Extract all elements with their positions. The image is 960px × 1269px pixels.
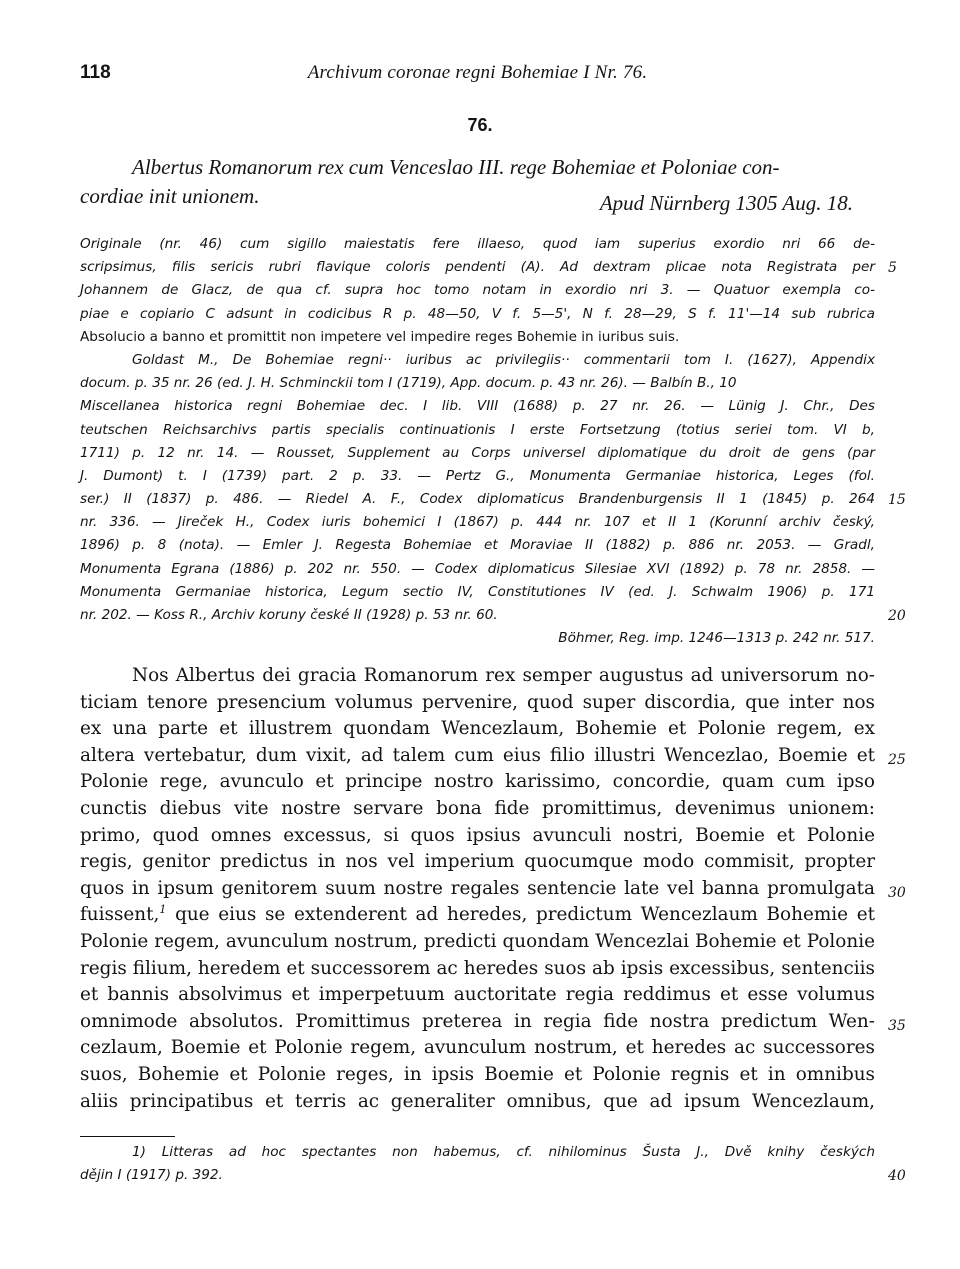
charter-text xyxy=(80,663,906,1115)
margin-line-number: 25 xyxy=(888,751,906,768)
apparatus-line xyxy=(80,256,897,279)
regest-line-text: cordiae init unionem. xyxy=(80,184,260,208)
margin-line-number: 30 xyxy=(888,884,906,901)
text-line-content: omnimode absolutos. Promittimus preterea in regia fide nostra predictum Wen- xyxy=(80,1010,875,1032)
text-line: Polonie rege, avunculo et principe nostro karissimo, concordie, quam cum ipso xyxy=(80,771,875,793)
apparatus-line: Goldast M., De Bohemiae regni·· iuribus ac privilegiis·· commentarii tom I. (1627), Appendix xyxy=(132,351,875,368)
text-line: ticiam tenore presencium volumus pervenire, quod super discordia, que inter nos xyxy=(80,691,875,713)
text-line-content xyxy=(80,904,875,925)
margin-line-number: 40 xyxy=(888,1168,906,1185)
text-line-content: quos in ipsum genitorem suum nostre regales sentencie late vel banna promulgata xyxy=(80,877,875,899)
text-line: cezlaum, Boemie et Polonie regem, avunculum nostrum, et heredes ac successores xyxy=(80,1037,875,1059)
margin-line-number: 15 xyxy=(888,492,906,509)
apparatus-line-text: nr. 202. — Koss R., Archiv koruny české II (1928) p. 53 nr. 60. xyxy=(80,607,498,623)
text-line: suos, Bohemie et Polonie reges, in ipsis Boemie et Polonie regnis et in omnibus xyxy=(80,1063,875,1085)
regest xyxy=(80,153,875,215)
critical-apparatus xyxy=(80,233,906,650)
text-line xyxy=(80,1009,906,1036)
apparatus-line: docum. p. 35 nr. 26 (ed. J. H. Schminckii tom I (1719), App. docum. p. 43 nr. 26). — Balbín B., 10 xyxy=(80,375,737,392)
apparatus-line: Originale (nr. 46) cum sigillo maiestatis fere illaeso, quod iam superius exordio nri 66 de- xyxy=(80,236,875,252)
apparatus-line: nr. 336. — Jireček H., Codex iuris bohemici I (1867) p. 444 nr. 107 et II 1 (Korunní archiv český, xyxy=(80,514,875,531)
apparatus-line: J. Dumont) t. I (1739) part. 2 p. 33. — Pertz G., Monumenta Germaniae historica, Leges (fol. xyxy=(80,467,875,484)
apparatus-line: Monumenta Germaniae historica, Legum sectio IV, Constitutiones IV (ed. J. Schwalm 1906) p. 171 xyxy=(80,583,875,600)
text-line: Polonie regem, avunculum nostrum, predicti quondam Wencezlai Bohemie et Polonie xyxy=(80,930,875,952)
text-line: primo, quod omnes excessus, si quos ipsius avunculi nostri, Boemie et Polonie xyxy=(80,824,875,846)
apparatus-line: 1896) p. 8 (nota). — Emler J. Regesta Bohemiae et Moraviae II (1882) p. 886 nr. 2053. — Gradl, xyxy=(80,537,875,554)
text-line xyxy=(80,743,906,770)
apparatus-line xyxy=(80,604,906,627)
date-place: Apud Nürnberg 1305 Aug. 18. xyxy=(599,191,853,215)
footnote-marker: 1 xyxy=(159,903,167,917)
text-line: cunctis diebus vite nostre servare bona fide promittimus, devenimus unionem: xyxy=(80,797,875,819)
apparatus-line-text: scripsimus, filis sericis rubri flavique coloris pendenti (A). Ad dextram plicae nota Registrata per xyxy=(80,259,875,276)
text-line: et bannis absolvimus et imperpetuum auctoritate regia reddimus et esse volumus xyxy=(80,984,875,1006)
text-line: regis filium, heredem et successorem ac heredes suos ab ipsis excessibus, sentenciis xyxy=(80,957,875,979)
margin-line-number: 35 xyxy=(888,1017,906,1034)
text-fragment: que eius se extenderent ad heredes, predictum Wencezlaum Bohemie et xyxy=(175,904,876,926)
apparatus-line xyxy=(80,488,906,511)
page-number: 118 xyxy=(80,62,111,83)
text-line: Nos Albertus dei gracia Romanorum rex semper augustus ad universorum no- xyxy=(132,665,875,686)
apparatus-line: piae e copiario C adsunt in codicibus R p. 48—50, V f. 5—5', N f. 28—29, S f. 11'—14 sub rubrica xyxy=(80,305,875,322)
regest-line xyxy=(80,182,875,215)
running-title: Archivum coronae regni Bohemiae I Nr. 76. xyxy=(307,62,648,83)
running-head xyxy=(80,62,875,88)
footnote-line-text: dějin I (1917) p. 392. xyxy=(80,1167,223,1184)
text-line-content: altera vertebatur, dum vixit, ad talem cum eius filio illustri Wencezlao, Boemie et xyxy=(80,744,875,766)
bohmer-citation: Böhmer, Reg. imp. 1246—1313 p. 242 nr. 517. xyxy=(558,630,875,647)
apparatus-line-text: ser.) II (1837) p. 486. — Riedel A. F., Codex diplomaticus Brandenburgensis II 1 (1845) p. 264 xyxy=(80,491,875,508)
document-number: 76. xyxy=(467,115,493,135)
apparatus-line: Johannem de Glacz, de qua cf. supra hoc tomo notam in exordio nri 3. — Quatuor exempla co- xyxy=(80,282,875,299)
margin-line-number: 20 xyxy=(888,608,906,624)
footnotes xyxy=(80,1141,906,1187)
text-line: regis, genitor predictus in nos vel imperium quocumque modo commisit, propter xyxy=(80,851,875,873)
footnote-line: 1) Litteras ad hoc spectantes non habemus, cf. nihilominus Šusta J., Dvě knihy českých xyxy=(132,1144,875,1160)
text-line xyxy=(80,876,906,903)
margin-line-number: 5 xyxy=(888,260,897,277)
footnote-rule xyxy=(80,1136,175,1137)
apparatus-line: Monumenta Egrana (1886) p. 202 nr. 550. — Codex diplomaticus Silesiae XVI (1892) p. 78 nr. 2858. — xyxy=(80,560,875,577)
regest-line: Albertus Romanorum rex cum Venceslao III. rege Bohemiae et Poloniae con- xyxy=(132,155,780,179)
apparatus-line: teutschen Reichsarchivs partis specialis continuationis I erste Fortsetzung (totius seriei tom. VI b, xyxy=(80,421,875,438)
apparatus-line: Miscellanea historica regni Bohemiae dec. I lib. VIII (1688) p. 27 nr. 26. — Lünig J. Chr., Des xyxy=(80,398,875,415)
text-line: ex una parte et illustrem quondam Wencezlaum, Bohemie et Polonie regem, ex xyxy=(80,718,875,740)
text-line xyxy=(80,902,875,929)
apparatus-line: Absolucio a banno et promittit non impetere vel impedire reges Bohemie in iuribus suis. xyxy=(80,328,680,345)
text-fragment: fuissent, xyxy=(80,904,160,926)
text-line: aliis principatibus et terris ac generaliter omnibus, que ad ipsum Wencezlaum, xyxy=(80,1090,875,1112)
footnote-line xyxy=(80,1164,906,1187)
apparatus-line: 1711) p. 12 nr. 14. — Rousset, Supplement au Corps universel diplomatique du droit de gens (par xyxy=(80,444,875,461)
